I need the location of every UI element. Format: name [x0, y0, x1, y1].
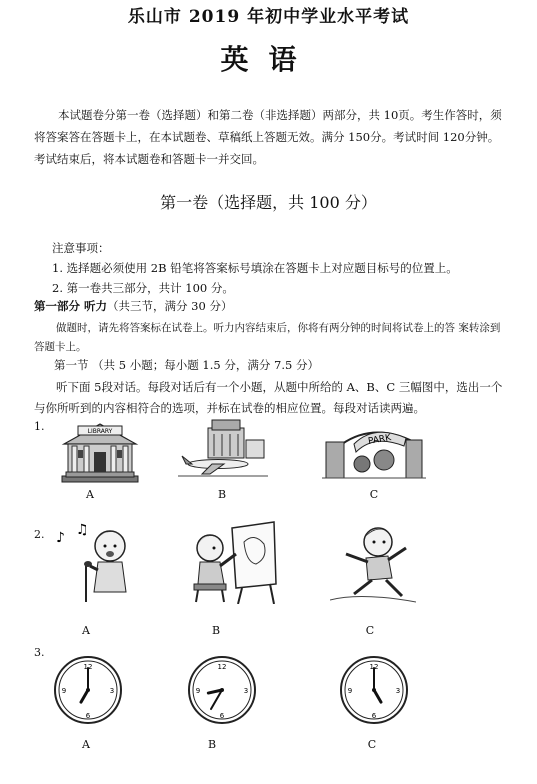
section-heading — [34, 298, 232, 314]
svg-text:12: 12 — [369, 663, 379, 671]
svg-text:3: 3 — [243, 687, 249, 695]
svg-text:12: 12 — [83, 663, 93, 671]
svg-text:9: 9 — [195, 687, 201, 695]
airport-image — [178, 416, 268, 482]
svg-text:3: 3 — [395, 687, 401, 695]
svg-text:6: 6 — [85, 712, 91, 720]
option-label: A — [82, 738, 90, 751]
exam-title: 乐山市 2019 年初中学业水平考试 — [127, 7, 410, 27]
svg-text:6: 6 — [219, 712, 225, 720]
option-label: B — [211, 624, 221, 637]
clock-c-image — [338, 654, 410, 726]
svg-text:3: 3 — [109, 687, 115, 695]
option-label: A — [82, 624, 90, 637]
notice-item-2: 2. 第一卷共三部分，共计 100 分。 — [52, 281, 234, 295]
subsection-heading: 第一节 （共 5 小题；每小题 1.5 分，满分 7.5 分） — [54, 358, 319, 372]
clock-a-image — [52, 654, 124, 726]
option-label: B — [217, 488, 227, 501]
svg-text:9: 9 — [347, 687, 353, 695]
clock-b-image — [186, 654, 258, 726]
option-label: C — [365, 624, 375, 637]
svg-text:6: 6 — [371, 712, 377, 720]
library-sign: LIBRARY — [87, 428, 113, 435]
park-image — [322, 420, 426, 482]
svg-text:♫: ♫ — [76, 522, 89, 538]
section-detail: （共三节，满分 30 分） — [107, 299, 233, 313]
intro-paragraph: 本试题卷分第一卷（选择题）和第二卷（非选择题）两部分，共 10页。考生作答时，须将答案答在答题卡上，在本试题卷、草稿纸上答题无效。满分 150分。考试时间 120分钟。考试结束后，将本试题卷和答题卡一并交回。 — [34, 108, 502, 166]
section-directions: 做题时，请先将答案标在试卷上。听力内容结束后，你将有两分钟的时间将试卷上的答 案转涂到答题卡上。 — [34, 322, 501, 353]
svg-text:♪: ♪ — [56, 530, 65, 546]
boy-painting-image — [186, 518, 280, 604]
section-label: 第一部分 听力 — [34, 299, 108, 313]
part-one-title: 第一卷（选择题，共 100 分） — [160, 193, 377, 212]
boy-running-image — [330, 520, 416, 604]
question-number: 2. — [34, 528, 45, 541]
option-label: C — [369, 488, 379, 501]
listening-instructions: 听下面 5段对话。每段对话后有一个小题，从题中所给的 A、B、C 三幅图中，选出一个与你所听到的内容相符合的选项，并标在试卷的相应位置。每段对话读两遍。 — [34, 380, 503, 415]
svg-text:12: 12 — [217, 663, 227, 671]
option-label: B — [207, 738, 217, 751]
option-label: A — [86, 488, 94, 501]
notice-item-1: 1. 选择题必须使用 2B 铅笔将答案标号填涂在答题卡上对应题目标号的位置上。 — [52, 261, 458, 275]
svg-text:9: 9 — [61, 687, 67, 695]
library-image — [58, 418, 142, 484]
question-number: 1. — [34, 420, 45, 433]
notice-heading: 注意事项： — [52, 241, 110, 255]
boy-singing-image — [52, 520, 136, 604]
question-number: 3. — [34, 646, 45, 659]
subject-title: 英语 — [220, 43, 317, 76]
park-sign: PARK — [367, 433, 392, 447]
option-label: C — [367, 738, 377, 751]
